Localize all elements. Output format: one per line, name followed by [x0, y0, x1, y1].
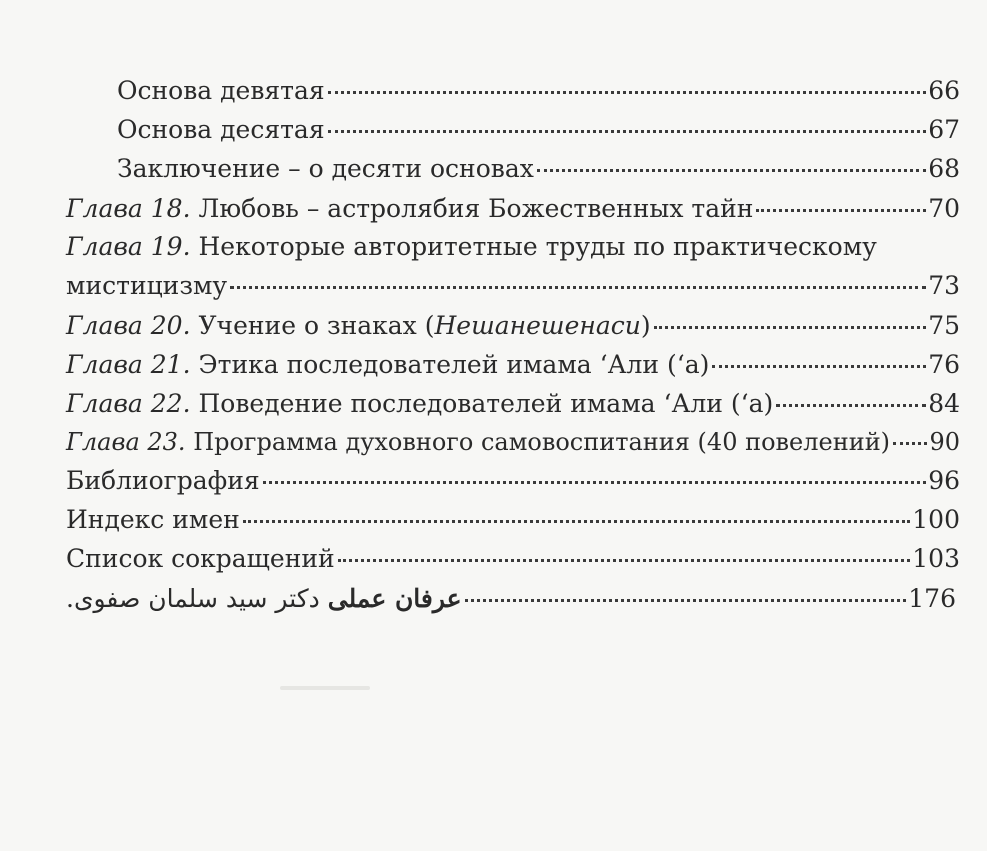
toc-entry: [117, 76, 960, 106]
chapter-label: Глава 19.: [66, 232, 191, 261]
leader-dots: [537, 169, 926, 172]
leader-dots: [230, 286, 926, 289]
toc-entry-title: Библиография: [66, 466, 260, 495]
leader-dots: [338, 559, 911, 562]
bleed-through-mark: [280, 686, 370, 690]
chapter-title: Любовь – астролябия Божественных тайн: [190, 194, 754, 223]
toc-entry: [66, 271, 960, 301]
toc-page-number: 176: [908, 584, 956, 613]
leader-dots: [654, 326, 927, 329]
toc-page-number: 66: [928, 76, 960, 105]
chapter-label: Глава 18.: [66, 194, 191, 223]
toc-entry-title: Основа десятая: [117, 115, 325, 144]
toc-entry-title: Заключение – о десяти основах: [117, 154, 534, 183]
toc-entry-arabic: [66, 584, 956, 614]
toc-page-number: 103: [912, 544, 960, 573]
toc-page-number: 76: [928, 350, 960, 379]
toc-page-number: 73: [928, 271, 960, 300]
chapter-label: Глава 23.: [66, 428, 186, 456]
toc-page-number: 68: [928, 154, 960, 183]
leader-dots: [712, 365, 926, 368]
toc-entry-title: [66, 389, 773, 419]
toc-entry: [117, 154, 960, 184]
leader-dots: [465, 599, 907, 602]
leader-dots: [263, 481, 926, 484]
leader-dots: [328, 91, 927, 94]
leader-dots: [243, 520, 910, 523]
chapter-title: Программа духовного самовоспитания (40 повелений): [185, 428, 891, 456]
toc-entry: [66, 544, 960, 574]
chapter-title: Учение о знаках (: [190, 311, 435, 340]
arabic-book-title: عرفان عملى: [327, 584, 462, 613]
leader-dots: [756, 209, 926, 212]
toc-entry: [117, 115, 960, 145]
toc-entry: [66, 466, 960, 496]
toc-entry-title: [66, 194, 753, 224]
toc-entry: [66, 427, 960, 457]
toc-entry-title: Индекс имен: [66, 505, 240, 534]
toc-entry-title: мистицизму: [66, 271, 228, 300]
toc-entry-title: Список сокращений: [66, 544, 335, 573]
chapter-title-end: ): [640, 311, 651, 340]
chapter-label: Глава 21.: [66, 350, 191, 379]
toc-page-number: 90: [929, 428, 960, 456]
toc-entry-title: [66, 350, 709, 380]
leader-dots: [328, 130, 927, 133]
toc-page-number: 70: [928, 194, 960, 223]
toc-entry: [66, 505, 960, 535]
toc-entry: [66, 311, 960, 341]
arabic-author: دکتر سید سلمان صفوی.: [66, 584, 320, 613]
toc-entry-title: [66, 311, 651, 341]
toc-entry: [66, 350, 960, 380]
toc-entry-title: Основа девятая: [117, 76, 325, 105]
chapter-label: Глава 22.: [66, 389, 191, 418]
toc-page-number: 75: [928, 311, 960, 340]
chapter-title-italic: Нешанешенаси: [434, 311, 641, 340]
toc-entry: [66, 389, 960, 419]
chapter-title: Этика последователей имама ‘Али (‘а): [190, 350, 710, 379]
toc-entry-first-line: [66, 232, 877, 262]
leader-dots: [776, 404, 926, 407]
toc-entry-title: [66, 427, 890, 457]
arabic-title: [66, 584, 462, 614]
toc-page-number: 100: [912, 505, 960, 534]
chapter-title: Некоторые авторитетные труды по практическому: [190, 232, 877, 261]
leader-dots: [893, 442, 927, 445]
toc-page-number: 96: [928, 466, 960, 495]
toc-page-number: 67: [928, 115, 960, 144]
toc-entry: [66, 194, 960, 224]
chapter-title: Поведение последователей имама ‘Али (‘а): [190, 389, 774, 418]
chapter-label: Глава 20.: [66, 311, 191, 340]
toc-page-number: 84: [928, 389, 960, 418]
